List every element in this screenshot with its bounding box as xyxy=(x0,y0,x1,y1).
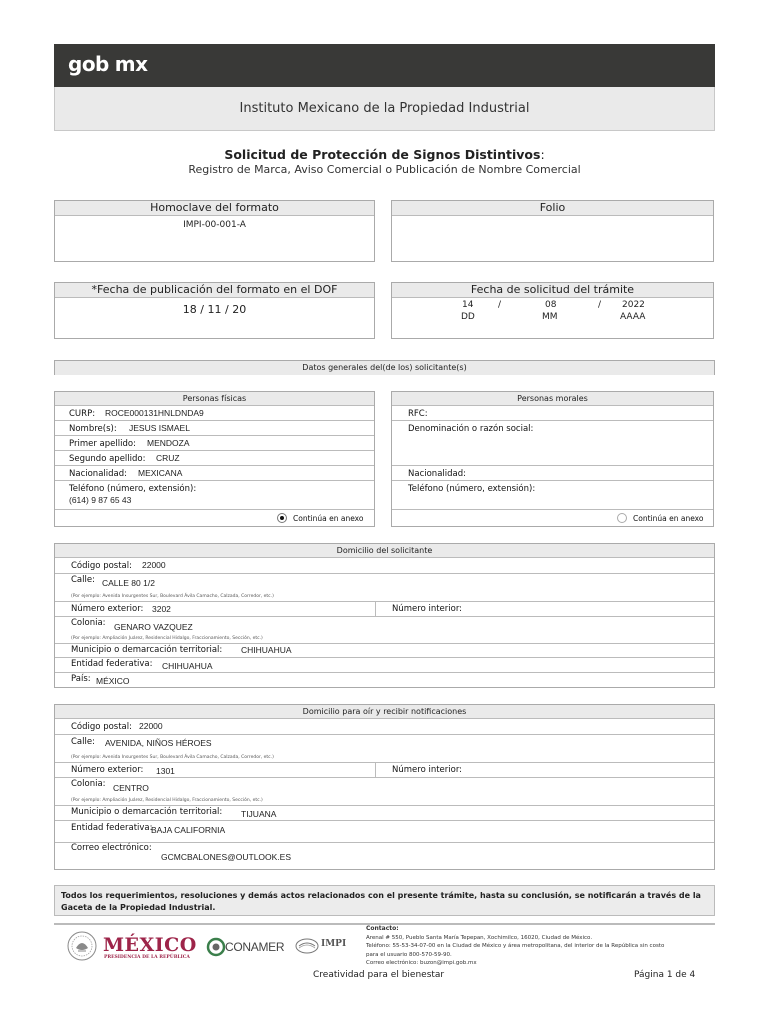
notificaciones-title: Domicilio para oír y recibir notificaciones xyxy=(55,705,714,719)
notif-calle-label: Calle: xyxy=(71,737,95,747)
conamer-logo-text: CONAMER xyxy=(225,940,285,954)
conamer-logo-icon xyxy=(206,937,226,957)
folio-label: Folio xyxy=(392,201,713,216)
notif-email-row[interactable] xyxy=(55,843,714,870)
mexico-logo-subtext: PRESIDENCIA DE LA REPÚBLICA xyxy=(104,955,190,960)
curp-label: CURP: xyxy=(69,409,96,419)
nacionalidad-morales-label: Nacionalidad: xyxy=(408,469,466,479)
notif-municipio-value[interactable]: TIJUANA xyxy=(241,809,277,819)
form-subtitle: Registro de Marca, Aviso Comercial o Publicación de Nombre Comercial xyxy=(188,163,581,176)
pais-value[interactable]: MÉXICO xyxy=(96,676,130,686)
personas-fisicas-box xyxy=(54,391,375,527)
dof-value: 18 / 11 / 20 xyxy=(182,303,247,316)
primer-apellido-row[interactable] xyxy=(55,436,374,451)
notif-numero-row[interactable] xyxy=(55,763,714,778)
mexico-emblem-icon xyxy=(64,930,100,962)
fecha-month[interactable]: 08 xyxy=(545,300,557,310)
dof-box xyxy=(54,282,375,339)
impi-logo-text: IMPI xyxy=(321,939,347,949)
numero-exterior-value[interactable]: 3202 xyxy=(152,604,171,614)
gobmx-logo[interactable]: gob mx xyxy=(68,52,148,76)
nombre-label: Nombre(s): xyxy=(69,424,117,434)
numero-divider xyxy=(375,602,376,616)
contact-title: Contacto: xyxy=(366,925,399,932)
notif-calle-row[interactable] xyxy=(55,735,714,763)
denominacion-row[interactable] xyxy=(392,421,713,466)
notif-cp-value[interactable]: 22000 xyxy=(139,721,163,731)
domicilio-notificaciones-box xyxy=(54,704,715,870)
contact-phone: Teléfono: 55-53-34-07-00 en la Ciudad de México y área metropolitana, del interior de la República sin costo xyxy=(366,943,665,949)
notif-cp-row[interactable] xyxy=(55,719,714,735)
numero-row[interactable] xyxy=(55,602,714,617)
mexico-logo-text: MÉXICO xyxy=(103,934,197,956)
nacionalidad-row[interactable] xyxy=(55,466,374,481)
cp-row[interactable] xyxy=(55,558,714,574)
numero-exterior-label: Número exterior: xyxy=(71,604,144,614)
fecha-year[interactable]: 2022 xyxy=(622,300,645,310)
rfc-label: RFC: xyxy=(408,409,428,419)
rfc-row[interactable] xyxy=(392,406,713,421)
datos-generales-header xyxy=(54,360,715,375)
fecha-sep-1: / xyxy=(498,300,502,310)
fecha-sep-2: / xyxy=(598,300,602,310)
pais-row[interactable] xyxy=(55,673,714,688)
municipio-row[interactable] xyxy=(55,644,714,658)
cp-label: Código postal: xyxy=(71,561,132,571)
municipio-value[interactable]: CHIHUAHUA xyxy=(241,645,292,655)
contact-phone-toll: para el usuario 800-570-59-90. xyxy=(366,951,452,958)
segundo-apellido-row[interactable] xyxy=(55,451,374,466)
homoclave-label: Homoclave del formato xyxy=(55,201,374,216)
municipio-label: Municipio o demarcación territorial: xyxy=(71,645,223,655)
denominacion-label: Denominación o razón social: xyxy=(408,424,534,434)
calle-value[interactable]: CALLE 80 1/2 xyxy=(102,578,155,588)
colonia-row[interactable] xyxy=(55,617,714,644)
notif-colonia-label: Colonia: xyxy=(71,779,106,789)
gaceta-notice: Todos los requerimientos, resoluciones y demás actos relacionados con el presente trámite, hasta su conclusión, se notificarán a través de la Gaceta de la Propiedad Industrial. xyxy=(54,885,715,916)
cp-value[interactable]: 22000 xyxy=(142,560,166,570)
primer-apellido-label: Primer apellido: xyxy=(69,439,136,449)
colonia-value[interactable]: GENARO VAZQUEZ xyxy=(114,622,193,632)
continua-anexo-label: Continúa en anexo xyxy=(293,514,364,523)
telefono-label: Teléfono (número, extensión): xyxy=(69,484,197,494)
footer-slogan: Creatividad para el bienestar xyxy=(313,970,445,980)
continua-anexo-radio[interactable] xyxy=(277,513,287,523)
telefono-morales-label: Teléfono (número, extensión): xyxy=(408,484,536,494)
homoclave-value: IMPI-00-001-A xyxy=(183,220,246,230)
entidad-value[interactable]: CHIHUAHUA xyxy=(162,661,213,671)
impi-logo-icon xyxy=(295,938,319,954)
fecha-aaaa-label: AAAA xyxy=(620,312,646,322)
notif-colonia-row[interactable] xyxy=(55,778,714,806)
fecha-solicitud-box xyxy=(391,282,714,339)
entidad-row[interactable] xyxy=(55,658,714,673)
notif-email-label: Correo electrónico: xyxy=(71,843,152,853)
notif-calle-hint: (Por ejemplo: Avenida Insurgentes Sur, Boulevard Ávila Camacho, Calzada, Corredor, etc.) xyxy=(71,755,274,760)
telefono-row[interactable] xyxy=(55,481,374,510)
colonia-label: Colonia: xyxy=(71,618,106,628)
contact-address: Arenal # 550, Pueblo Santa María Tepepan, Xochimilco, 16020, Ciudad de México. xyxy=(366,934,593,941)
telefono-morales-row[interactable] xyxy=(392,481,713,510)
notif-calle-value[interactable]: AVENIDA, NIÑOS HÉROES xyxy=(105,738,212,748)
homoclave-box xyxy=(54,200,375,262)
notif-municipio-row[interactable] xyxy=(55,806,714,821)
notif-entidad-value[interactable]: BAJA CALIFORNIA xyxy=(151,825,226,835)
segundo-apellido-label: Segundo apellido: xyxy=(69,454,146,464)
notif-entidad-label: Entidad federativa: xyxy=(71,823,153,833)
notif-numero-exterior-label: Número exterior: xyxy=(71,765,144,775)
colonia-hint: (Por ejemplo: Ampliación Juárez, Residencial Hidalgo, Fraccionamiento, Sección, etc.) xyxy=(71,636,263,641)
continua-anexo-morales-label: Continúa en anexo xyxy=(633,514,704,523)
numero-interior-label: Número interior: xyxy=(392,604,463,614)
fecha-solicitud-label: Fecha de solicitud del trámite xyxy=(392,283,713,298)
folio-box[interactable] xyxy=(391,200,714,262)
fecha-mm-label: MM xyxy=(542,312,558,322)
contact-email[interactable]: Correo electrónico: buzon@impi.gob.mx xyxy=(366,960,477,966)
telefono-value[interactable]: (614) 9 87 65 43 xyxy=(69,495,132,505)
curp-row[interactable] xyxy=(55,406,374,421)
institute-name: Instituto Mexicano de la Propiedad Industrial xyxy=(54,87,715,131)
form-title: Solicitud de Protección de Signos Distintivos: xyxy=(224,147,545,162)
personas-fisicas-title: Personas físicas xyxy=(55,392,374,406)
entidad-label: Entidad federativa: xyxy=(71,659,153,669)
segundo-apellido-value[interactable]: CRUZ xyxy=(156,453,180,463)
contact-block xyxy=(366,925,706,968)
nacionalidad-morales-row[interactable] xyxy=(392,466,713,481)
gobmx-header-bar xyxy=(54,44,715,87)
personas-morales-title: Personas morales xyxy=(392,392,713,406)
notif-entidad-row[interactable] xyxy=(55,821,714,843)
page-number: Página 1 de 4 xyxy=(634,970,696,980)
fecha-dd-label: DD xyxy=(461,312,475,322)
nombre-row[interactable] xyxy=(55,421,374,436)
notif-numero-divider xyxy=(375,763,376,777)
continua-anexo-morales-radio[interactable] xyxy=(617,513,627,523)
domicilio-title: Domicilio del solicitante xyxy=(55,544,714,558)
calle-label: Calle: xyxy=(71,575,95,585)
dof-label: *Fecha de publicación del formato en el DOF xyxy=(55,283,374,298)
calle-hint: (Por ejemplo: Avenida Insurgentes Sur, Boulevard Ávila Camacho, Calzada, Corredor, etc.) xyxy=(71,594,274,599)
notif-numero-interior-label: Número interior: xyxy=(392,765,463,775)
nacionalidad-label: Nacionalidad: xyxy=(69,469,127,479)
primer-apellido-value[interactable]: MENDOZA xyxy=(147,438,190,448)
domicilio-solicitante-box xyxy=(54,543,715,688)
calle-row[interactable] xyxy=(55,574,714,602)
curp-value[interactable]: ROCE000131HNLDNDA9 xyxy=(105,408,204,418)
notif-municipio-label: Municipio o demarcación territorial: xyxy=(71,807,223,817)
datos-generales-label: Datos generales del(de los) solicitante(s) xyxy=(55,361,714,375)
notif-colonia-value[interactable]: CENTRO xyxy=(113,783,149,793)
notif-numero-exterior-value[interactable]: 1301 xyxy=(156,766,175,776)
notif-email-value[interactable]: GCMCBALONES@OUTLOOK.ES xyxy=(161,852,292,862)
notif-colonia-hint: (Por ejemplo: Ampliación Juárez, Residencial Hidalgo, Fraccionamiento, Sección, etc.) xyxy=(71,798,263,803)
notif-cp-label: Código postal: xyxy=(71,722,132,732)
nacionalidad-value[interactable]: MEXICANA xyxy=(138,468,183,478)
fecha-day[interactable]: 14 xyxy=(462,300,474,310)
personas-morales-box xyxy=(391,391,714,527)
pais-label: País: xyxy=(71,674,91,684)
nombre-value[interactable]: JESUS ISMAEL xyxy=(129,423,190,433)
